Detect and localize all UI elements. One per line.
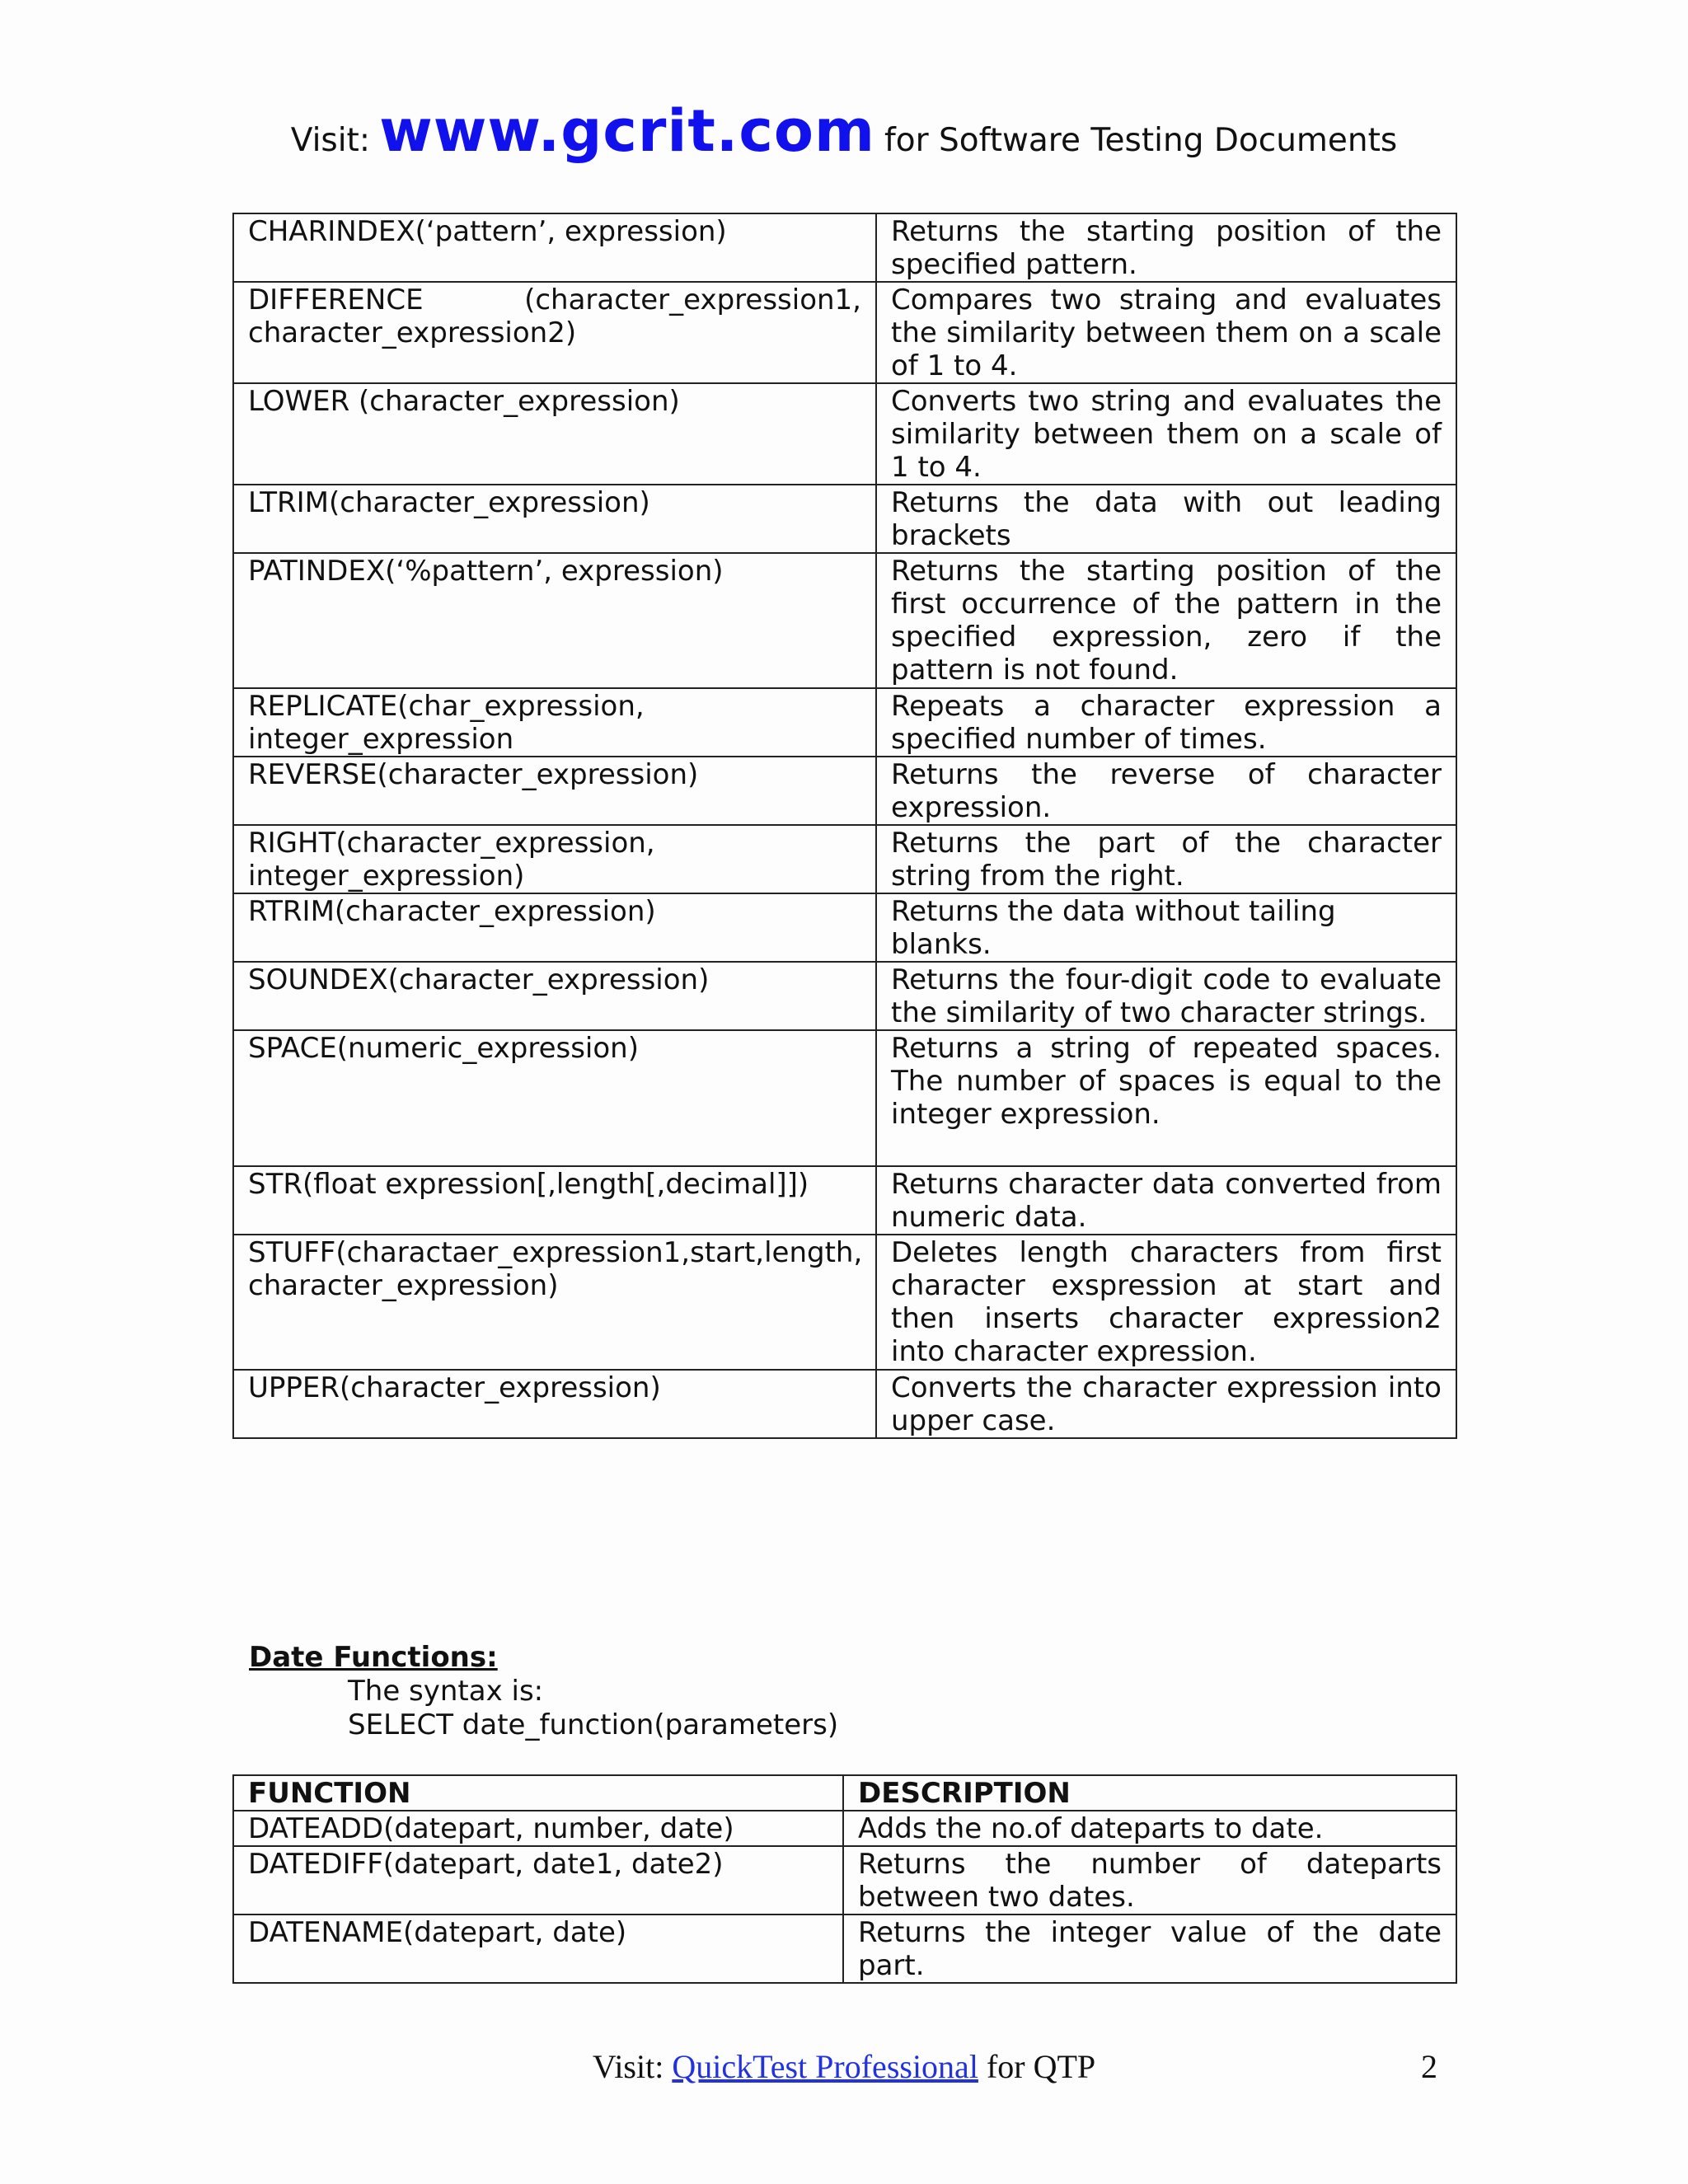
description-column-header: DESCRIPTION bbox=[843, 1775, 1456, 1811]
description-cell: Converts the character expression into upper case. bbox=[876, 1370, 1456, 1438]
function-cell: PATINDEX(‘%pattern’, expression) bbox=[233, 553, 876, 688]
function-cell: DIFFERENCE (character_expression1, character_expression2) bbox=[233, 282, 876, 383]
function-cell: LTRIM(character_expression) bbox=[233, 485, 876, 553]
table-row bbox=[233, 553, 1456, 688]
page-number: 2 bbox=[1421, 2048, 1437, 2085]
function-cell: LOWER (character_expression) bbox=[233, 383, 876, 485]
date-functions-table bbox=[232, 1774, 1457, 1984]
footer-qtp-link[interactable]: QuickTest Professional bbox=[672, 2048, 978, 2085]
table-row bbox=[233, 962, 1456, 1030]
function-cell: DATEDIFF(datepart, date1, date2) bbox=[233, 1846, 843, 1915]
table-row bbox=[233, 1030, 1456, 1166]
function-cell: SPACE(numeric_expression) bbox=[233, 1030, 876, 1166]
table-row bbox=[233, 213, 1456, 282]
description-cell: Returns a string of repeated spaces. The number of spaces is equal to the integer expression. bbox=[876, 1030, 1456, 1166]
description-cell: Returns the data with out leading brackets bbox=[876, 485, 1456, 553]
function-cell: CHARINDEX(‘pattern’, expression) bbox=[233, 213, 876, 282]
header-tagline: for Software Testing Documents bbox=[884, 122, 1398, 159]
table-row bbox=[233, 825, 1456, 893]
description-cell: Compares two straing and evaluates the similarity between them on a scale of 1 to 4. bbox=[876, 282, 1456, 383]
header-site-link[interactable]: www.gcrit.com bbox=[379, 97, 875, 165]
footer-tagline: for QTP bbox=[986, 2048, 1096, 2085]
description-cell: Returns the integer value of the date part. bbox=[843, 1915, 1456, 1983]
table-row bbox=[233, 383, 1456, 485]
function-cell: RTRIM(character_expression) bbox=[233, 893, 876, 962]
function-column-header: FUNCTION bbox=[233, 1775, 843, 1811]
string-functions-table bbox=[232, 213, 1457, 1439]
function-cell: RIGHT(character_expression, integer_expression) bbox=[233, 825, 876, 893]
table-row bbox=[233, 688, 1456, 757]
header-visit-text: Visit: bbox=[290, 122, 370, 159]
table-row bbox=[233, 893, 1456, 962]
description-cell: Returns the data without tailing blanks. bbox=[876, 893, 1456, 962]
description-cell: Returns the four-digit code to evaluate the similarity of two character strings. bbox=[876, 962, 1456, 1030]
description-cell: Converts two string and evaluates the similarity between them on a scale of 1 to 4. bbox=[876, 383, 1456, 485]
table-row bbox=[233, 1235, 1456, 1370]
footer-visit-text: Visit: bbox=[592, 2048, 664, 2085]
function-cell: STR(float expression[,length[,decimal]]) bbox=[233, 1166, 876, 1235]
function-cell: REVERSE(character_expression) bbox=[233, 757, 876, 825]
table-row bbox=[233, 282, 1456, 383]
date-functions-section bbox=[249, 1641, 838, 1742]
description-cell: Adds the no.of dateparts to date. bbox=[843, 1811, 1456, 1846]
description-cell: Repeats a character expression a specified number of times. bbox=[876, 688, 1456, 757]
table-header-row bbox=[233, 1775, 1456, 1811]
table-row bbox=[233, 1370, 1456, 1438]
syntax-label: The syntax is: bbox=[348, 1675, 544, 1708]
function-cell: UPPER(character_expression) bbox=[233, 1370, 876, 1438]
table-row bbox=[233, 1811, 1456, 1846]
function-cell: STUFF(charactaer_expression1,start,length, character_expression) bbox=[233, 1235, 876, 1370]
description-cell: Returns character data converted from numeric data. bbox=[876, 1166, 1456, 1235]
description-cell: Returns the starting position of the specified pattern. bbox=[876, 213, 1456, 282]
function-cell: DATENAME(datepart, date) bbox=[233, 1915, 843, 1983]
syntax-example: SELECT date_function(parameters) bbox=[348, 1708, 839, 1741]
description-cell: Returns the reverse of character expression. bbox=[876, 757, 1456, 825]
section-title: Date Functions: bbox=[249, 1641, 498, 1674]
function-cell: REPLICATE(char_expression, integer_expression bbox=[233, 688, 876, 757]
table-row bbox=[233, 1166, 1456, 1235]
page-header bbox=[0, 97, 1688, 165]
description-cell: Returns the starting position of the first occurrence of the pattern in the specified expression, zero if the pattern is not found. bbox=[876, 553, 1456, 688]
function-cell: SOUNDEX(character_expression) bbox=[233, 962, 876, 1030]
function-cell: DATEADD(datepart, number, date) bbox=[233, 1811, 843, 1846]
table-row bbox=[233, 757, 1456, 825]
description-cell: Deletes length characters from first character exspression at start and then inserts character expression2 into character expression. bbox=[876, 1235, 1456, 1370]
table-row bbox=[233, 1915, 1456, 1983]
table-row bbox=[233, 1846, 1456, 1915]
table-row bbox=[233, 485, 1456, 553]
description-cell: Returns the number of dateparts between two dates. bbox=[843, 1846, 1456, 1915]
description-cell: Returns the part of the character string from the right. bbox=[876, 825, 1456, 893]
